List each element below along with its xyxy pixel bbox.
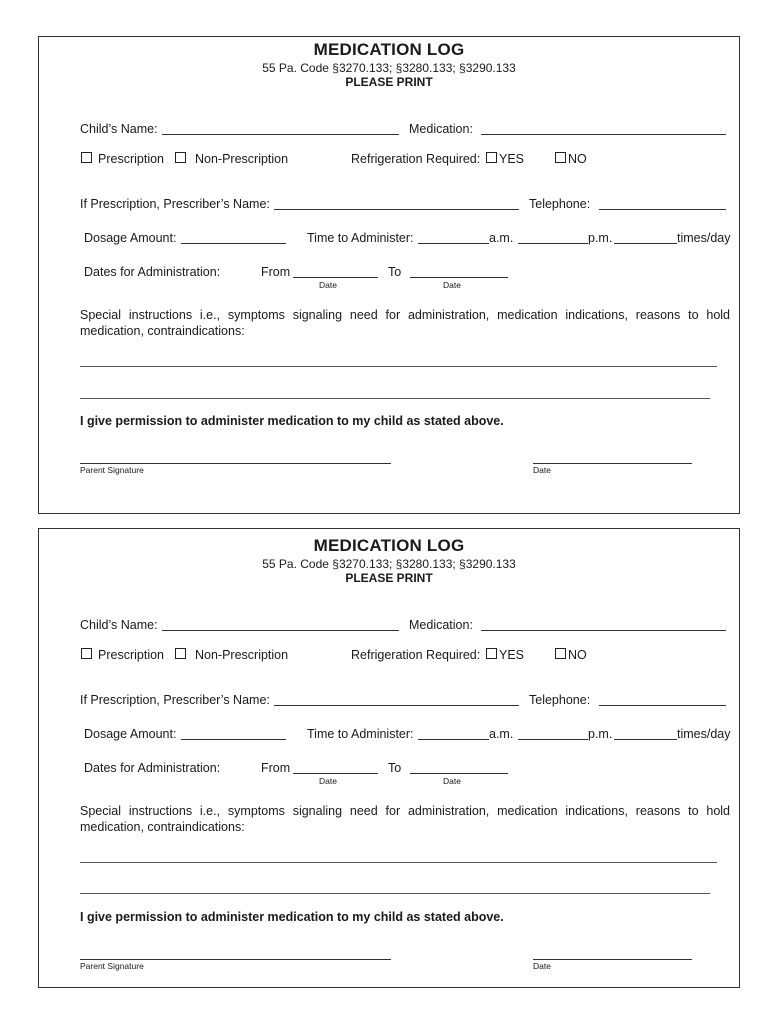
non-prescription-label: Non-Prescription: [195, 648, 289, 662]
form-title: MEDICATION LOG: [313, 536, 465, 555]
am-label: a.m.: [489, 231, 514, 245]
prescriber-name-field[interactable]: [274, 705, 519, 706]
child-name-field[interactable]: [162, 630, 399, 631]
signature-date-field[interactable]: [533, 463, 692, 464]
dosage-label: Dosage Amount:: [84, 231, 177, 245]
please-print-note: PLEASE PRINT: [345, 571, 433, 585]
dosage-label: Dosage Amount:: [84, 727, 177, 741]
regulation-code: 55 Pa. Code §3270.133; §3280.133; §3290.133: [262, 61, 516, 75]
from-label: From: [261, 265, 291, 279]
refrigeration-no-checkbox[interactable]: [555, 648, 566, 659]
am-label: a.m.: [489, 727, 514, 741]
to-label: To: [388, 265, 402, 279]
child-name-field[interactable]: [162, 134, 399, 135]
parent-signature-field[interactable]: [80, 959, 391, 960]
time-label: Time to Administer:: [307, 727, 414, 741]
times-per-day-field[interactable]: [614, 243, 677, 244]
child-name-label: Child’s Name:: [80, 122, 158, 136]
instructions-line-1[interactable]: [80, 366, 717, 367]
to-date-caption: Date: [443, 776, 461, 786]
please-print-note: PLEASE PRINT: [345, 75, 433, 89]
instructions-line-2[interactable]: [80, 893, 710, 894]
prescription-label: Prescription: [98, 152, 164, 166]
permission-statement: I give permission to administer medication to my child as stated above.: [80, 414, 504, 428]
parent-signature-label: Parent Signature: [80, 961, 144, 971]
refrigeration-no-label: NO: [568, 648, 587, 662]
special-instructions-label: Special instructions i.e., symptoms signaling need for administration, medication indications, reasons to hold medication, contraindications:: [80, 308, 730, 338]
pm-label: p.m.: [588, 231, 613, 245]
prescription-label: Prescription: [98, 648, 164, 662]
times-per-day-label: times/day: [677, 727, 731, 741]
dosage-field[interactable]: [181, 739, 286, 740]
refrigeration-no-checkbox[interactable]: [555, 152, 566, 163]
medication-log-form-2: [38, 528, 740, 988]
time-label: Time to Administer:: [307, 231, 414, 245]
from-date-field[interactable]: [293, 773, 378, 774]
telephone-label: Telephone:: [529, 197, 591, 211]
from-label: From: [261, 761, 291, 775]
signature-date-label: Date: [533, 961, 551, 971]
to-date-field[interactable]: [410, 277, 508, 278]
to-date-caption: Date: [443, 280, 461, 290]
refrigeration-no-label: NO: [568, 152, 587, 166]
permission-statement: I give permission to administer medication to my child as stated above.: [80, 910, 504, 924]
medication-field[interactable]: [481, 630, 726, 631]
pm-time-field[interactable]: [518, 739, 588, 740]
parent-signature-label: Parent Signature: [80, 465, 144, 475]
non-prescription-checkbox[interactable]: [175, 152, 186, 163]
instructions-line-1[interactable]: [80, 862, 717, 863]
am-time-field[interactable]: [418, 739, 489, 740]
dosage-field[interactable]: [181, 243, 286, 244]
prescription-checkbox[interactable]: [81, 648, 92, 659]
times-per-day-label: times/day: [677, 231, 731, 245]
child-name-label: Child’s Name:: [80, 618, 158, 632]
medication-field[interactable]: [481, 134, 726, 135]
from-date-caption: Date: [319, 280, 337, 290]
to-date-field[interactable]: [410, 773, 508, 774]
non-prescription-label: Non-Prescription: [195, 152, 289, 166]
instructions-line-2[interactable]: [80, 398, 710, 399]
parent-signature-field[interactable]: [80, 463, 391, 464]
medication-log-form-1: [38, 36, 740, 514]
from-date-field[interactable]: [293, 277, 378, 278]
telephone-label: Telephone:: [529, 693, 591, 707]
times-per-day-field[interactable]: [614, 739, 677, 740]
prescriber-label: If Prescription, Prescriber’s Name:: [80, 197, 270, 211]
refrigeration-yes-label: YES: [499, 152, 525, 166]
signature-date-field[interactable]: [533, 959, 692, 960]
refrigeration-label: Refrigeration Required:: [351, 648, 481, 662]
signature-date-label: Date: [533, 465, 551, 475]
prescriber-label: If Prescription, Prescriber’s Name:: [80, 693, 270, 707]
form-title: MEDICATION LOG: [313, 40, 465, 59]
am-time-field[interactable]: [418, 243, 489, 244]
refrigeration-yes-checkbox[interactable]: [486, 152, 497, 163]
telephone-field[interactable]: [599, 209, 726, 210]
non-prescription-checkbox[interactable]: [175, 648, 186, 659]
regulation-code: 55 Pa. Code §3270.133; §3280.133; §3290.133: [262, 557, 516, 571]
refrigeration-label: Refrigeration Required:: [351, 152, 481, 166]
special-instructions-label: Special instructions i.e., symptoms signaling need for administration, medication indications, reasons to hold medication, contraindications:: [80, 804, 730, 834]
refrigeration-yes-checkbox[interactable]: [486, 648, 497, 659]
from-date-caption: Date: [319, 776, 337, 786]
medication-label: Medication:: [409, 618, 473, 632]
refrigeration-yes-label: YES: [499, 648, 525, 662]
telephone-field[interactable]: [599, 705, 726, 706]
medication-label: Medication:: [409, 122, 473, 136]
pm-label: p.m.: [588, 727, 613, 741]
prescription-checkbox[interactable]: [81, 152, 92, 163]
to-label: To: [388, 761, 402, 775]
dates-label: Dates for Administration:: [84, 265, 221, 279]
pm-time-field[interactable]: [518, 243, 588, 244]
prescriber-name-field[interactable]: [274, 209, 519, 210]
dates-label: Dates for Administration:: [84, 761, 221, 775]
